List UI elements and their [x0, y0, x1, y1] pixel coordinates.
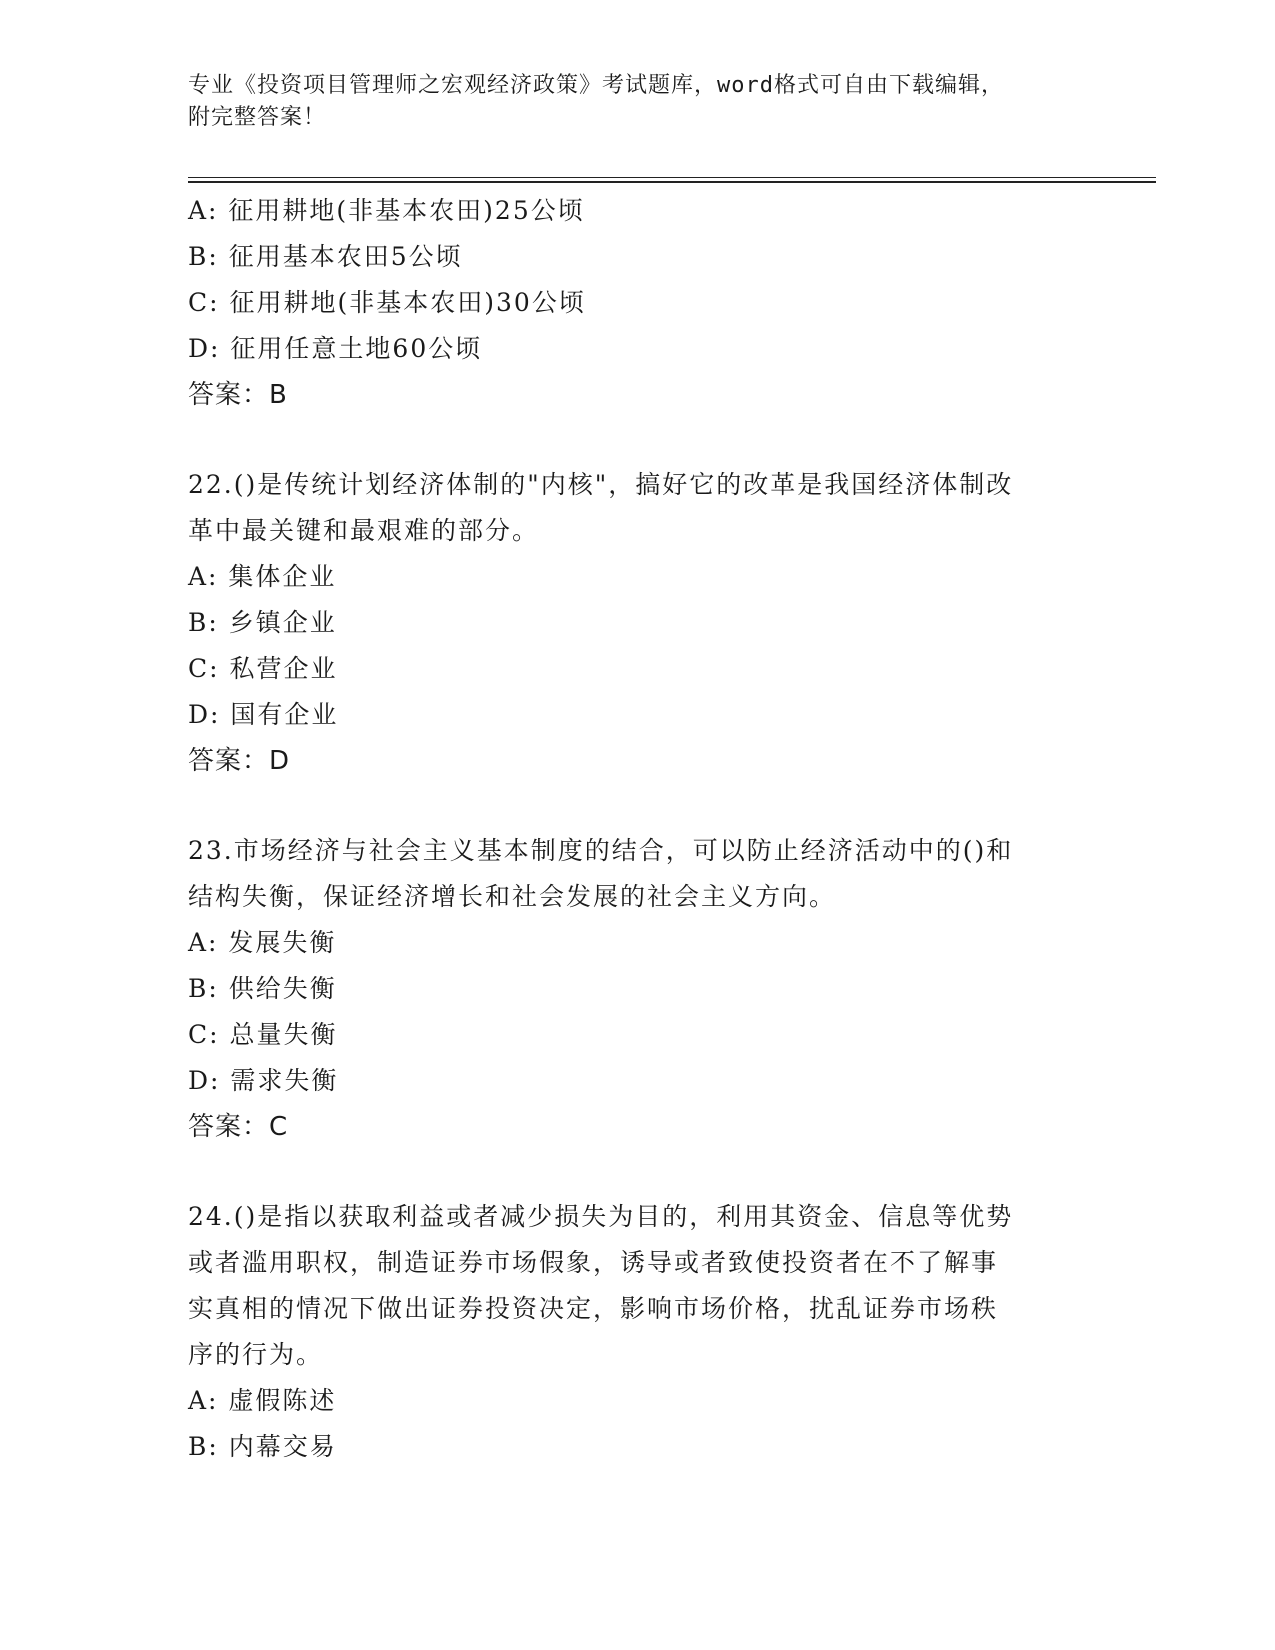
question-text-line: 或者滥用职权，制造证券市场假象，诱导或者致使投资者在不了解事 — [188, 1248, 999, 1277]
question-21 — [188, 188, 1088, 418]
question-23 — [188, 828, 1088, 1150]
question-text-line: 23.市场经济与社会主义基本制度的结合，可以防止经济活动中的()和 — [188, 836, 1014, 865]
question-text-line: 实真相的情况下做出证券投资决定，影响市场价格，扰乱证券市场秩 — [188, 1294, 999, 1323]
header-divider-thick — [188, 181, 1156, 183]
option-b: B: 乡镇企业 — [188, 608, 337, 637]
question-list — [188, 188, 1088, 1470]
option-a: A: 集体企业 — [188, 562, 337, 591]
question-text-line: 24.()是指以获取利益或者减少损失为目的，利用其资金、信息等优势 — [188, 1202, 1014, 1231]
option-d: D: 国有企业 — [188, 700, 339, 729]
question-24 — [188, 1194, 1088, 1470]
question-22 — [188, 462, 1088, 784]
answer: 答案：B — [188, 380, 288, 410]
option-c: C: 征用耕地(非基本农田)30公顷 — [188, 288, 586, 317]
header-line-2: 附完整答案！ — [188, 105, 327, 130]
answer: 答案：D — [188, 746, 291, 776]
option-c: C: 私营企业 — [188, 654, 338, 683]
question-text-line: 22.()是传统计划经济体制的"内核"，搞好它的改革是我国经济体制改 — [188, 470, 1014, 499]
option-b: B: 供给失衡 — [188, 974, 337, 1003]
option-b: B: 内幕交易 — [188, 1432, 337, 1461]
option-a: A: 虚假陈述 — [188, 1386, 337, 1415]
option-c: C: 总量失衡 — [188, 1020, 338, 1049]
answer: 答案：C — [188, 1112, 289, 1142]
header-divider-thin — [188, 177, 1156, 178]
document-header — [188, 70, 1088, 134]
question-text-line: 结构失衡，保证经济增长和社会发展的社会主义方向。 — [188, 882, 837, 911]
option-d: D: 需求失衡 — [188, 1066, 339, 1095]
option-a: A: 征用耕地(非基本农田)25公顷 — [188, 196, 585, 225]
question-text-line: 革中最关键和最艰难的部分。 — [188, 516, 540, 545]
question-text-line: 序的行为。 — [188, 1340, 324, 1369]
option-a: A: 发展失衡 — [188, 928, 337, 957]
header-line-1: 专业《投资项目管理师之宏观经济政策》考试题库，word格式可自由下载编辑， — [188, 73, 1004, 98]
option-d: D: 征用任意土地60公顷 — [188, 334, 483, 363]
option-b: B: 征用基本农田5公顷 — [188, 242, 463, 271]
